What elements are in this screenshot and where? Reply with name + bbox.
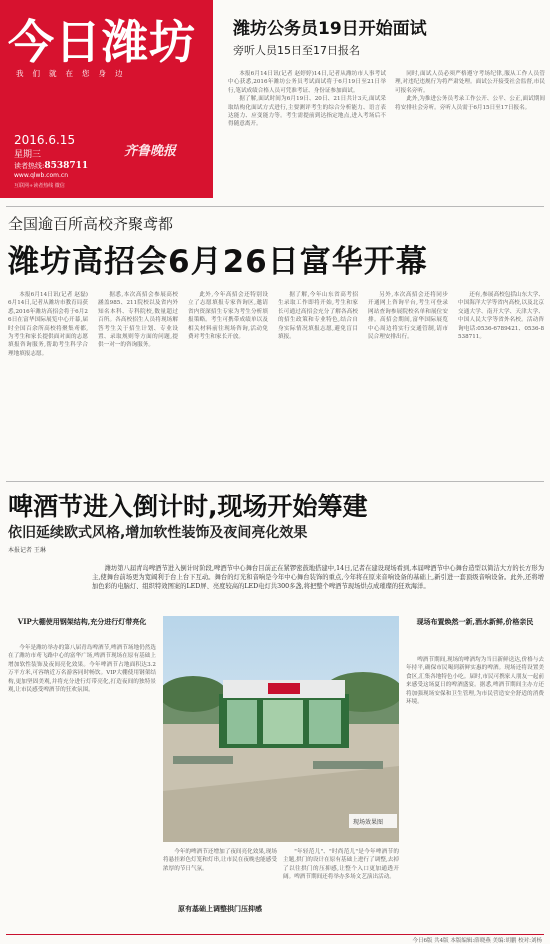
hotline-number: 8538711	[44, 161, 89, 171]
beer-subhead: 依旧延续欧式风格,增加软性装饰及夜间亮化效果	[8, 525, 308, 541]
divider	[6, 206, 544, 207]
recruit-column-4: 据了解,今年山东省高考招生录取工作即将开始,考生和家长可通过高招会充分了解各高校的招生政策和专业特色,结合自身实际情况填报志愿,避免盲目填报。	[278, 292, 358, 341]
beer-byline: 本报记者 王琳	[8, 547, 46, 554]
website-url: www.qlwb.com.cn	[14, 172, 68, 179]
footer-rule	[6, 934, 544, 935]
recruit-column-3: 此外,今年高招会还特别设立了志愿填报专家咨询区,邀请省内资深招生专家为考生分析填报策略。考生可携带成绩单以及相关材料前往现场咨询,活动免费对考生和家长开放。	[188, 292, 268, 341]
recruit-kicker: 全国逾百所高校齐聚鸢都	[8, 215, 174, 233]
top-story-column-1: 本报6月14日讯(记者 赵婷婷)14日,记者从潍坊市人事考试中心获悉,2016年潍坊公务员考试面试将于6月19日至21日举行,笔试成绩合格人员可凭准考证、身份证参加面试。 据了解,面试时间为6月19日、20日、21日共计3天,面试采取结构化面试方式进行,主要测评考生的综合分析能力、语言表达能力、应变能力等。考生需提前到达指定地点,进入考场后不得随意离开。	[228, 71, 386, 128]
reader-hotline: 读者热线:8538711	[14, 161, 89, 171]
beer-section-1-text: 今年是潍坊举办的第八届青岛啤酒节,啤酒节场地仍然选在了潍坊市鸢飞路中心的富华广场,啤酒节现场在原有基础上增加软性装饰及夜间亮化效果。今年啤酒节占地面积达3.2万平方米,可容纳近万名游客同时畅饮。VIP大棚使用钢架结构,更加坚固美观,并将充分进行灯带亮化,打造夜间的独特景观,让市民感受啤酒节的狂欢氛围。	[8, 645, 156, 694]
top-story-headline: 潍坊公务员19日开始面试	[233, 19, 427, 39]
beer-lead: 潍坊第八届青岛啤酒节进入倒计时阶段,啤酒节中心舞台目前正在紧锣密鼓地搭建中,14日,记者在建设现场看到,本届啤酒节中心舞台造型以简洁大方的长方形为主,使舞台前场更为宽阔利于台上台下互动。舞台的灯光和音响是今年中心舞台装饰的重点,今年将在原来音响设备的基础上,新引进一套顶级音响设备。此外,还将增加色彩的电脑灯、组织特效图案的LED屏、亮度较高的LED电灯共300多盏,将把整个啤酒节现场烘点成璀璨的狂欢海洋。	[92, 565, 544, 590]
recruit-headline: 潍坊高招会6月26日富华开幕	[8, 244, 428, 280]
beer-section-2-title: 原有基础上调整拱门压抑感	[178, 904, 262, 913]
beer-section-2-text: "年轻范儿"、"时尚范儿"是今年啤酒节的主题,拱门的设计在原有基础上进行了调整,去掉了以往拱门的压抑感,让整个入口更加通透开阔。啤酒节期间还将举办多场文艺演出活动。	[283, 849, 399, 881]
recruit-column-1: 本报6月14日讯(记者 赵磊)6月14日,记者从潍坊市教育局获悉,2016年潍坊高招会将于6月26日在富华国际展览中心开幕,届时全国百余所高校将聚集鸢都,为考生和家长提供面对面的志愿填报咨询服务,帮助考生科学合理地填报志愿。	[8, 292, 88, 357]
newspaper-brand-logo: 齐鲁晚报	[124, 144, 177, 159]
photo-illustration	[163, 616, 399, 842]
recruit-column-2: 据悉,本次高招会参展高校涵盖985、211院校以及省内外知名本科、专科院校,数量超过百所。各高校招生人员将现场解答考生关于招生计划、专业设置、录取规则等方面的问题,提供一对一的咨询服务。	[98, 292, 178, 349]
masthead-logo: 今日潍坊	[8, 15, 196, 69]
beer-section-4-text: 啤酒节期间,现场的啤酒均为当日新鲜送达,价格与去年持平,确保市民喝到新鲜实惠的啤酒。现场还将设置美食区,汇集各地特色小吃。届时,市民可携家人朋友一起前来感受这场夏日的啤酒盛宴。据悉,啤酒节期间主办方还将加强现场安保和卫生管理,为市民营造安全舒适的消费环境。	[406, 657, 544, 706]
beer-section-1-title: VIP大棚使用钢架结构,充分进行灯带亮化	[17, 617, 147, 626]
beer-festival-rendering-photo	[163, 616, 399, 842]
issue-date: 2016.6.15	[14, 133, 76, 147]
top-story-subhead: 旁听人员15日至17日报名	[233, 44, 360, 57]
footer-credits: 今日6版 共4版 本版编辑:薛晓燕 美编:胡鹏 校对:刘杨	[412, 938, 542, 944]
beer-section-1-continued: 今年的啤酒节还增加了夜间亮化效果,现场将悬挂彩色灯笼和灯串,让市民在夜晚也能感受浓厚的节日气氛。	[163, 849, 277, 872]
top-story-column-2: 同时,面试人员必须严格遵守考场纪律,服从工作人员管理,对违纪违规行为将严肃处理。面试公开接受社会监督,市民可报名旁听。 此外,为推进公务员考录工作公开、公平、公正,面试期间将安排社会旁听。旁听人员需于6月15日至17日报名。	[395, 71, 545, 111]
recruit-column-5: 另外,本次高招会还将同步开通网上咨询平台,考生可登录网站查询参展院校名单和展位安排。高招会期间,富华国际展览中心周边将实行交通管制,请市民合理安排出行。	[368, 292, 448, 341]
beer-headline: 啤酒节进入倒计时,现场开始筹建	[8, 492, 368, 521]
beer-section-4-title: 现场布置焕然一新,酒水新鲜,价格亲民	[416, 617, 534, 626]
photo-caption: 现场效果图	[353, 819, 384, 826]
divider	[6, 481, 544, 482]
masthead-slogan: 我们就在您身边	[16, 69, 132, 78]
sms-note: 互联网+读者热线 微信	[14, 183, 65, 189]
issue-weekday: 星期三	[14, 150, 42, 160]
masthead	[0, 0, 213, 198]
recruit-column-6: 还有,参展高校包括山东大学、中国海洋大学等省内高校,以及北京交通大学、南开大学、天津大学、中国人民大学等省外名校。活动咨询电话:0536-6789421、0536-8538711。	[458, 292, 544, 341]
